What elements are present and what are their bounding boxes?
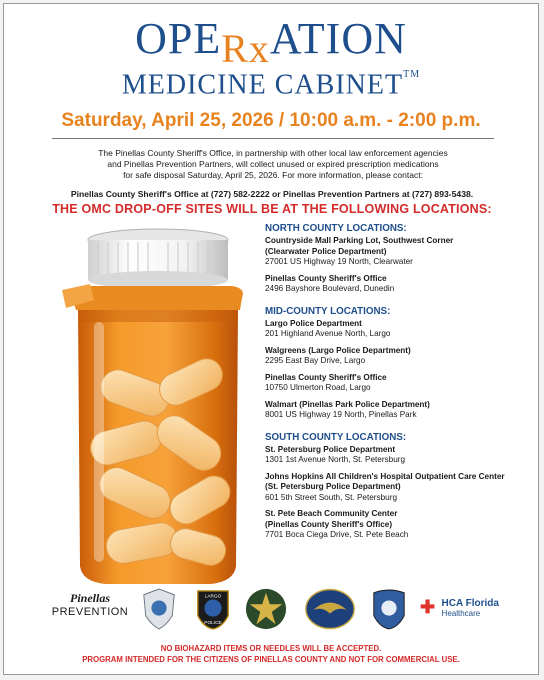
trademark-mark: TM: [403, 69, 421, 80]
location-item: Walmart (Pinellas Park Police Department) 8001 US Highway 19 North, Pinellas Park: [265, 399, 430, 419]
svg-text:LARGO: LARGO: [204, 594, 222, 600]
footer-disclaimer: PROGRAM INTENDED FOR THE CITIZENS OF PINELLAS COUNTY AND NOT FOR COMMERCIAL USE.: [82, 655, 460, 664]
pill-bottle-image: [50, 226, 270, 586]
drop-off-heading: THE OMC DROP-OFF SITES WILL BE AT THE FOLLOWING LOCATIONS:: [52, 202, 492, 216]
contact-line: Pinellas County Sheriff's Office at (727) 582-2222 or Pinellas Prevention Partners at (727) 893-5438.: [70, 189, 474, 199]
location-item: Pinellas County Sheriff's Office 2496 Bayshore Boulevard, Dunedin: [265, 273, 395, 293]
location-item: Countryside Mall Parking Lot, Southwest Corner (Clearwater Police Department) 27001 US Highway 19 North, Clearwater: [265, 236, 454, 266]
section-heading-north: NORTH COUNTY LOCATIONS:: [265, 223, 407, 234]
partner-logos: [4, 586, 538, 638]
location-item: St. Pete Beach Community Center (Pinellas County Sheriff's Office) 7701 Boca Ciega Drive, St. Pete Beach: [265, 509, 409, 539]
event-date: Saturday, April 25, 2026 / 10:00 a.m. - 2:00 p.m.: [61, 110, 481, 131]
flyer-page: [3, 3, 539, 675]
section-heading-south: SOUTH COUNTY LOCATIONS:: [265, 431, 407, 443]
location-item: Walgreens (Largo Police Department) 2295 East Bay Drive, Largo: [265, 345, 411, 365]
footer-warning: NO BIOHAZARD ITEMS OR NEEDLES WILL BE ACCEPTED.: [160, 644, 382, 653]
title-operation: OPERxATION: [135, 14, 407, 71]
svg-text:POLICE: POLICE: [204, 621, 222, 627]
largo-police-patch-icon: [194, 586, 232, 632]
eagle-police-patch-icon: [304, 586, 356, 632]
locations-list: [265, 223, 535, 547]
location-item: Largo Police Department 201 Highland Avenue North, Largo: [265, 318, 391, 338]
section-heading-mid: MID-COUNTY LOCATIONS:: [265, 305, 391, 317]
pinellas-park-police-patch-icon: [370, 586, 408, 632]
location-item: Johns Hopkins All Children's Hospital Outpatient Care Center (St. Petersburg Police Department) 601 5th Street South, St. Petersburg: [265, 471, 505, 502]
sheriff-star-icon: [244, 586, 288, 632]
pinellas-prevention-logo: Pinellas PREVENTION: [51, 591, 129, 618]
rx-symbol: Rx: [221, 26, 270, 71]
hca-florida-logo: ✚ HCA Florida Healthcare: [420, 597, 499, 618]
location-item: St. Petersburg Police Department 1301 1st Avenue North, St. Petersburg: [265, 444, 406, 464]
police-badge-icon: [140, 586, 178, 632]
hca-cross-icon: ✚: [420, 597, 436, 617]
location-item: Pinellas County Sheriff's Office 10750 Ulmerton Road, Largo: [265, 372, 387, 392]
divider: [52, 138, 494, 139]
intro-paragraph: The Pinellas County Sheriff's Office, in partnership with other local law enforcement agencies and Pinellas Prevention Partners, will collect unused or expired prescription medications for safe disposal Saturday, April 25, 2026. For more information, please contact:: [98, 148, 448, 180]
title-medicine-cabinet: MEDICINE CABINET™: [121, 69, 421, 101]
